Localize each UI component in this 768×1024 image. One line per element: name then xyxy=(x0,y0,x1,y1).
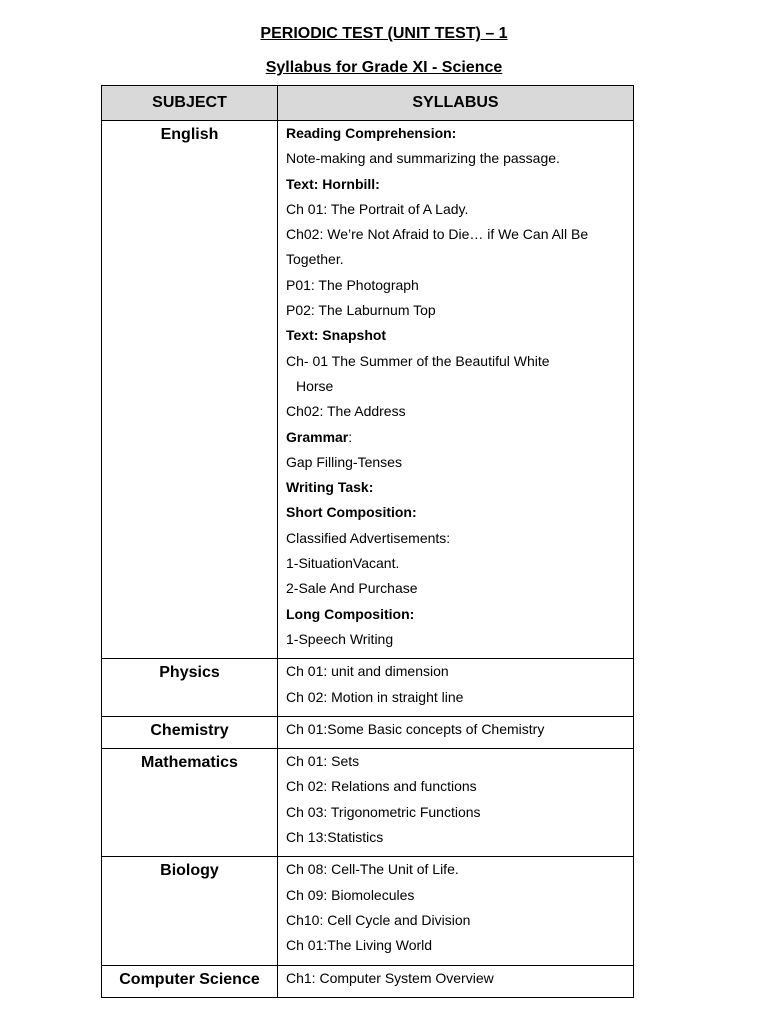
syllabus-line: Gap Filling-Tenses xyxy=(286,453,402,470)
syllabus-line: Ch 09: Biomolecules xyxy=(286,886,415,903)
syllabus-line: Ch 01: unit and dimension xyxy=(286,663,449,680)
syllabus-line: 1-Speech Writing xyxy=(286,630,394,647)
subject-name: Chemistry xyxy=(102,716,278,748)
syllabus-cell xyxy=(278,121,634,659)
syllabus-line: Together. xyxy=(286,251,344,268)
section-heading: Text: Hornbill: xyxy=(286,175,380,192)
table-row-english xyxy=(102,121,634,659)
syllabus-line: Ch02: The Address xyxy=(286,403,406,420)
syllabus-line: Ch 02: Relations and functions xyxy=(286,778,477,795)
syllabus-line: Ch 01:Some Basic concepts of Chemistry xyxy=(286,720,545,737)
subject-name: Physics xyxy=(102,659,278,717)
heading-colon: : xyxy=(348,428,353,445)
subject-name: Biology xyxy=(102,857,278,965)
section-heading: Grammar xyxy=(286,428,349,445)
syllabus-line: P01: The Photograph xyxy=(286,276,419,293)
syllabus-line: Ch 01: The Portrait of A Lady. xyxy=(286,200,469,217)
section-heading: Text: Snapshot xyxy=(286,327,387,344)
syllabus-line: Classified Advertisements: xyxy=(286,529,451,546)
subject-name: Computer Science xyxy=(102,965,278,997)
subject-name: Mathematics xyxy=(102,749,278,857)
syllabus-cell xyxy=(278,659,634,717)
syllabus-cell xyxy=(278,857,634,965)
syllabus-line: Ch 02: Motion in straight line xyxy=(286,688,464,705)
table-row-biology xyxy=(102,857,634,965)
table-row-chemistry xyxy=(102,716,634,748)
syllabus-column-header: SYLLABUS xyxy=(278,86,634,121)
syllabus-line: Note-making and summarizing the passage. xyxy=(286,150,560,167)
syllabus-line: 1-SituationVacant. xyxy=(286,555,400,572)
syllabus-cell xyxy=(278,749,634,857)
syllabus-cell xyxy=(278,716,634,748)
syllabus-line: Ch 03: Trigonometric Functions xyxy=(286,803,481,820)
grammar-heading-line xyxy=(286,425,633,450)
syllabus-line: P02: The Laburnum Top xyxy=(286,302,436,319)
syllabus-line: Ch 08: Cell-The Unit of Life. xyxy=(286,861,459,878)
syllabus-line: 2-Sale And Purchase xyxy=(286,580,418,597)
table-row-computer-science xyxy=(102,965,634,997)
section-heading: Long Composition: xyxy=(286,605,415,622)
section-heading: Short Composition: xyxy=(286,504,417,521)
section-heading: Writing Task: xyxy=(286,479,374,496)
syllabus-line: Ch- 01 The Summer of the Beautiful White xyxy=(286,352,550,369)
subject-name: English xyxy=(102,121,278,659)
page-subtitle: Syllabus for Grade XI - Science xyxy=(265,59,503,76)
table-row-mathematics xyxy=(102,749,634,857)
syllabus-cell xyxy=(278,965,634,997)
syllabus-line: Ch02: We’re Not Afraid to Die… if We Can All Be xyxy=(286,226,589,243)
table-header-row xyxy=(102,86,634,121)
syllabus-line: Ch1: Computer System Overview xyxy=(286,969,494,986)
syllabus-line: Horse xyxy=(296,377,334,394)
page-title: PERIODIC TEST (UNIT TEST) – 1 xyxy=(260,25,508,42)
syllabus-line: Ch 13:Statistics xyxy=(286,829,384,846)
section-heading: Reading Comprehension: xyxy=(286,125,457,141)
table-row-physics xyxy=(102,659,634,717)
syllabus-table xyxy=(101,85,634,998)
syllabus-line: Ch 01:The Living World xyxy=(286,937,433,954)
syllabus-line: Ch10: Cell Cycle and Division xyxy=(286,911,471,928)
syllabus-line: Ch 01: Sets xyxy=(286,753,360,770)
subject-column-header: SUBJECT xyxy=(102,86,278,121)
